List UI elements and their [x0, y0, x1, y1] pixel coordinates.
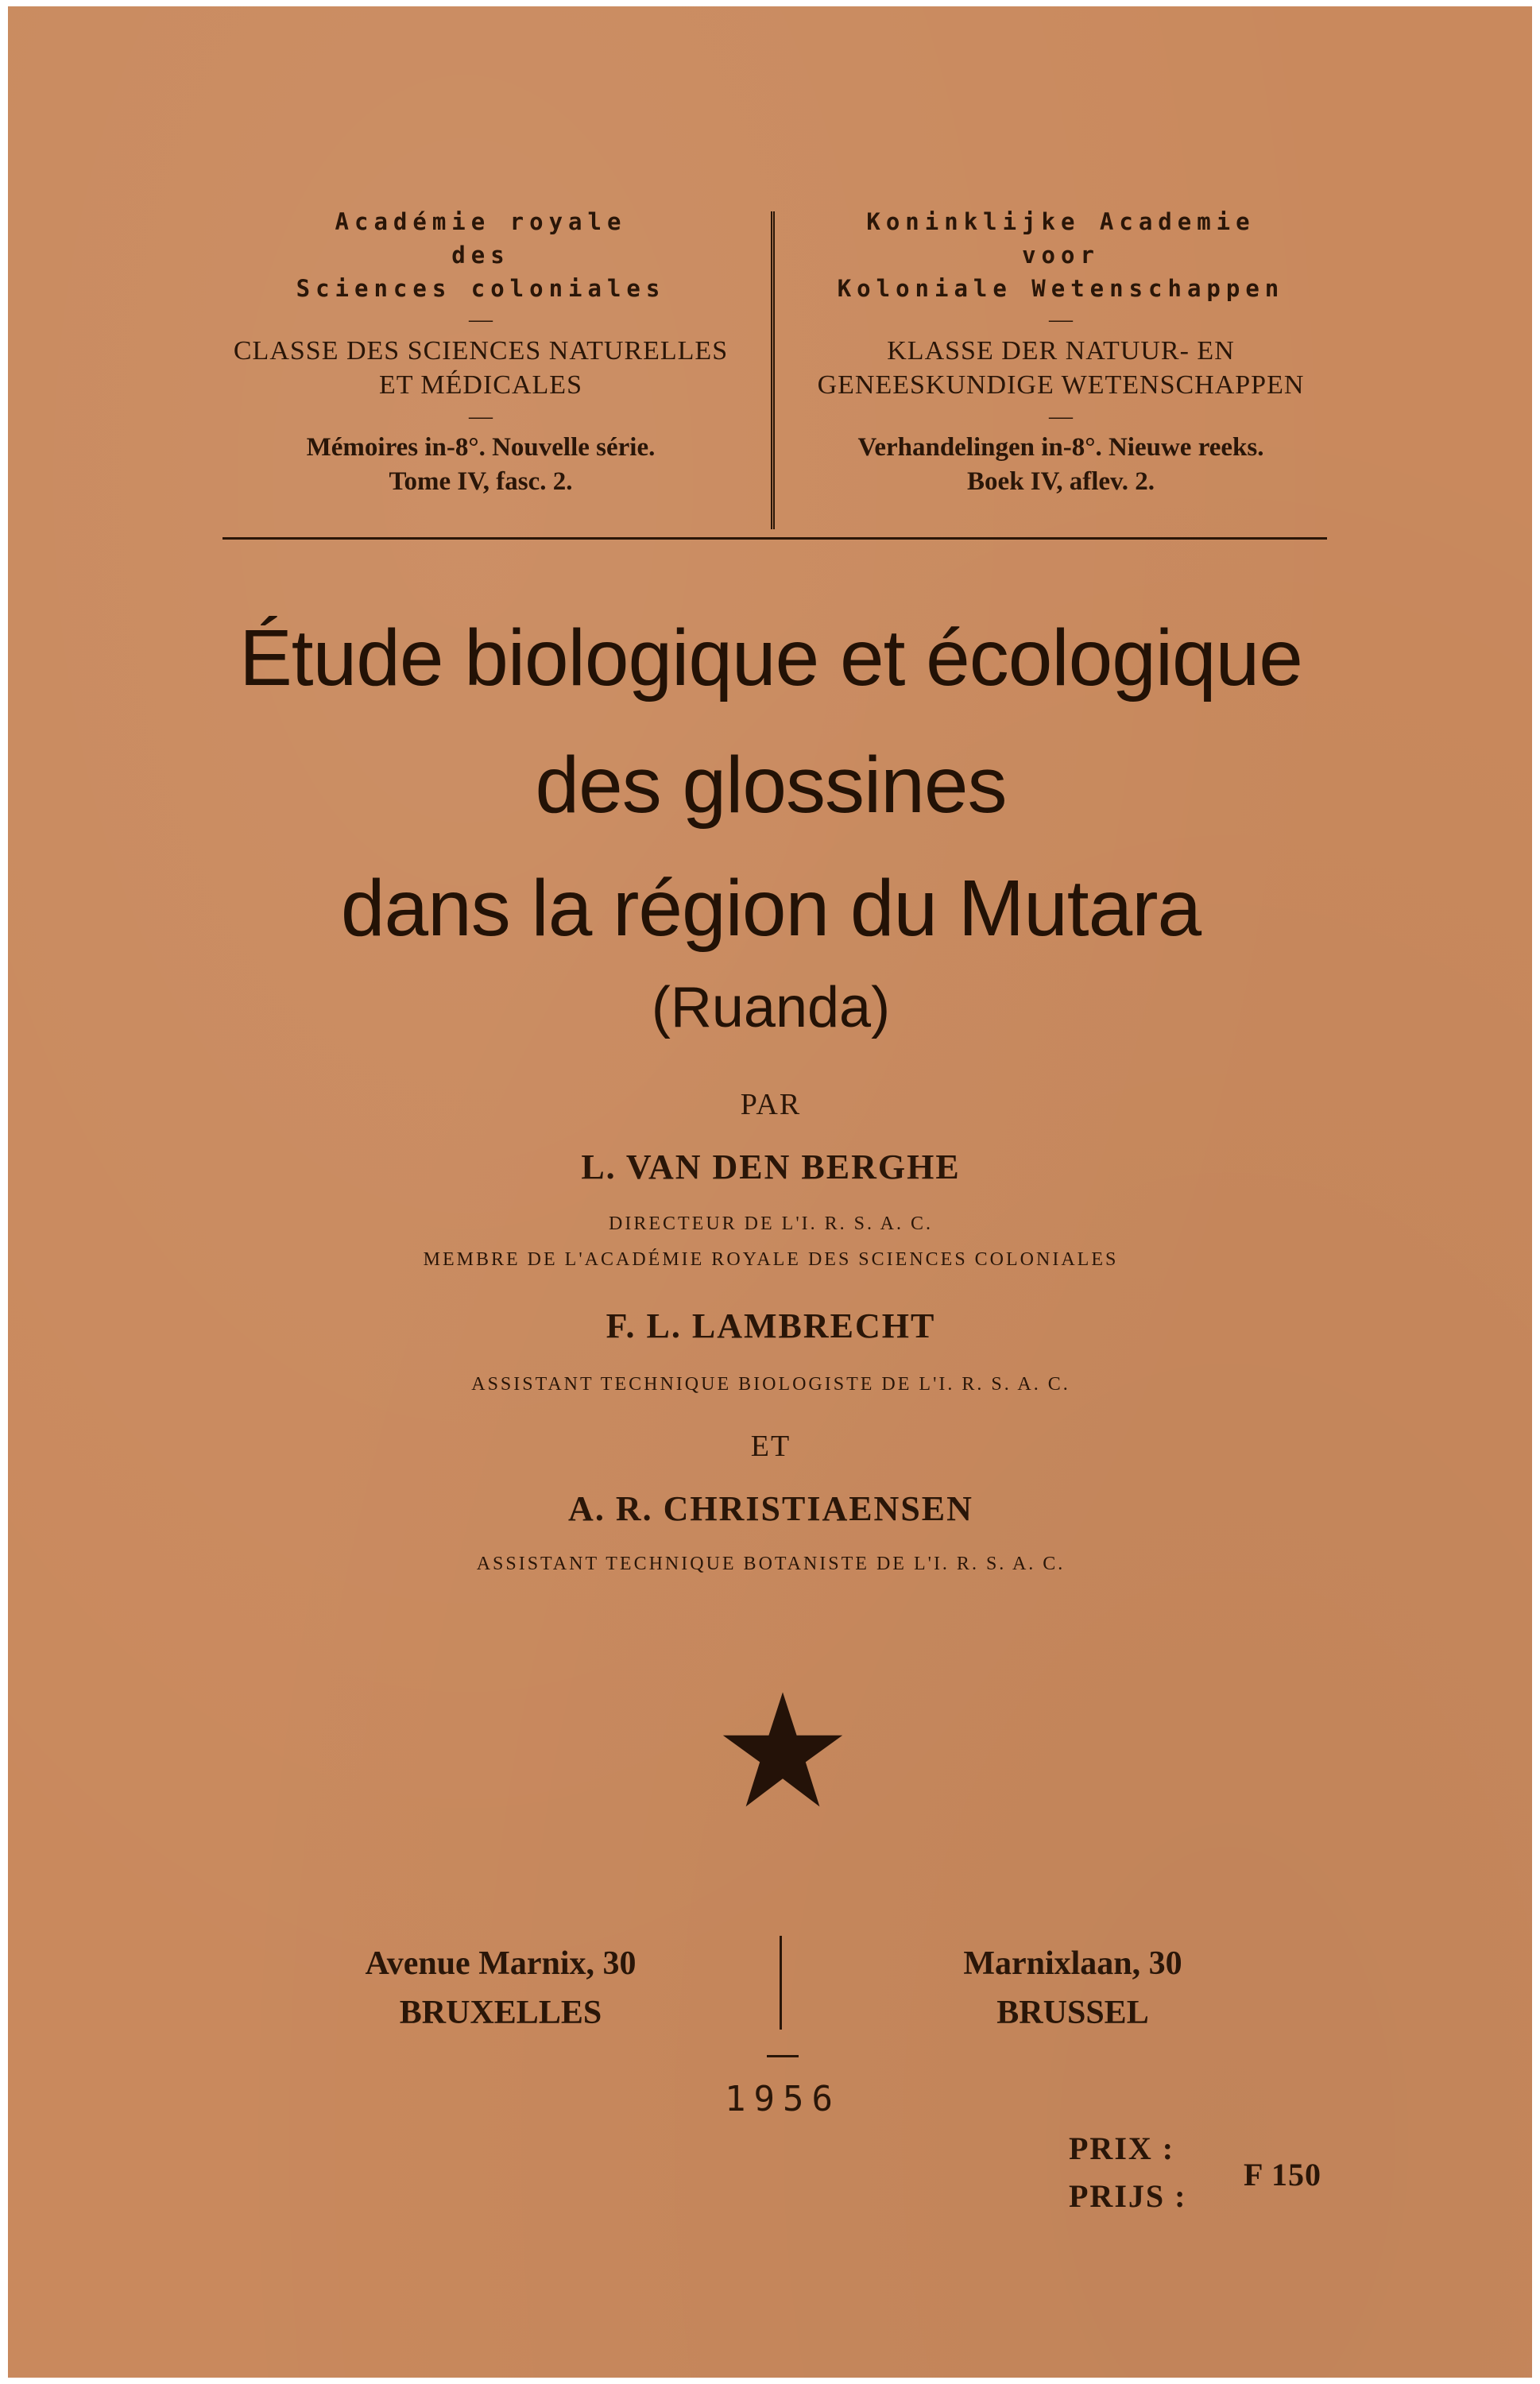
price-value: F 150 — [1244, 2157, 1321, 2192]
price-labels — [1069, 2125, 1186, 2220]
header-column-divider — [771, 211, 775, 529]
header-rule — [222, 537, 1327, 540]
address-nl — [826, 1939, 1319, 2038]
address-nl-line1: Marnixlaan, 30 — [963, 1945, 1182, 1982]
year-dash — [767, 2055, 799, 2057]
title-subtitle: (Ruanda) — [651, 976, 891, 1039]
prix-label: PRIX : — [1069, 2131, 1175, 2166]
academy-name-nl-line2: voor — [1022, 242, 1100, 269]
academy-name-fr-line2: des — [451, 242, 510, 269]
classe-fr-line1: CLASSE DES SCIENCES NATURELLES — [233, 336, 729, 366]
header-left — [211, 205, 751, 499]
header-right — [783, 205, 1339, 499]
academy-name-nl-line3: Koloniale Wetenschappen — [837, 275, 1285, 302]
book-cover — [8, 6, 1532, 2378]
author-1-role-2: MEMBRE DE L'ACADÉMIE ROYALE DES SCIENCES COLONIALES — [423, 1249, 1119, 1270]
publication-year: 1956 — [725, 2079, 841, 2119]
header-right-dash1: — — [1049, 306, 1073, 332]
series-nl-line2: Boek IV, aflev. 2. — [967, 467, 1155, 496]
classe-fr-line2: ET MÉDICALES — [379, 370, 582, 400]
header-right-dash2: — — [1049, 403, 1073, 429]
series-fr-line1: Mémoires in-8°. Nouvelle série. — [306, 433, 656, 462]
title-line1: Étude biologique et écologique — [239, 613, 1302, 702]
prijs-label: PRIJS : — [1069, 2178, 1187, 2214]
author-2-role-1: ASSISTANT TECHNIQUE BIOLOGISTE DE L'I. R. S. A. C. — [471, 1374, 1070, 1395]
star-icon — [719, 1687, 846, 1814]
academy-name-nl-line1: Koninklijke Academie — [866, 208, 1256, 235]
header-left-dash1: — — [469, 306, 493, 332]
author-3-name: A. R. CHRISTIAENSEN — [568, 1489, 973, 1528]
academy-name-fr-line1: Académie royale — [335, 208, 627, 235]
address-nl-city: BRUSSEL — [996, 1995, 1149, 2031]
et-label: ET — [750, 1430, 791, 1463]
classe-nl-line1: KLASSE DER NATUUR- EN — [887, 336, 1235, 366]
series-fr-line2: Tome IV, fasc. 2. — [389, 467, 573, 496]
address-fr-line1: Avenue Marnix, 30 — [365, 1945, 637, 1982]
address-fr-city: BRUXELLES — [399, 1995, 602, 2031]
address-divider — [780, 1936, 782, 2030]
title-line3: dans la région du Mutara — [340, 864, 1201, 953]
classe-nl-line2: GENEESKUNDIGE WETENSCHAPPEN — [817, 370, 1305, 400]
author-3-role-1: ASSISTANT TECHNIQUE BOTANISTE DE L'I. R. S. A. C. — [476, 1554, 1066, 1574]
series-nl-line1: Verhandelingen in-8°. Nieuwe reeks. — [857, 433, 1264, 462]
title-line2: des glossines — [535, 741, 1007, 830]
address-fr — [254, 1939, 747, 2038]
author-2-name: F. L. LAMBRECHT — [606, 1306, 936, 1345]
header-left-dash2: — — [469, 403, 493, 429]
author-1-role-1: DIRECTEUR DE L'I. R. S. A. C. — [609, 1213, 933, 1234]
par-label: PAR — [740, 1088, 802, 1121]
academy-name-fr-line3: Sciences coloniales — [296, 275, 666, 302]
author-1-name: L. VAN DEN BERGHE — [581, 1147, 961, 1186]
